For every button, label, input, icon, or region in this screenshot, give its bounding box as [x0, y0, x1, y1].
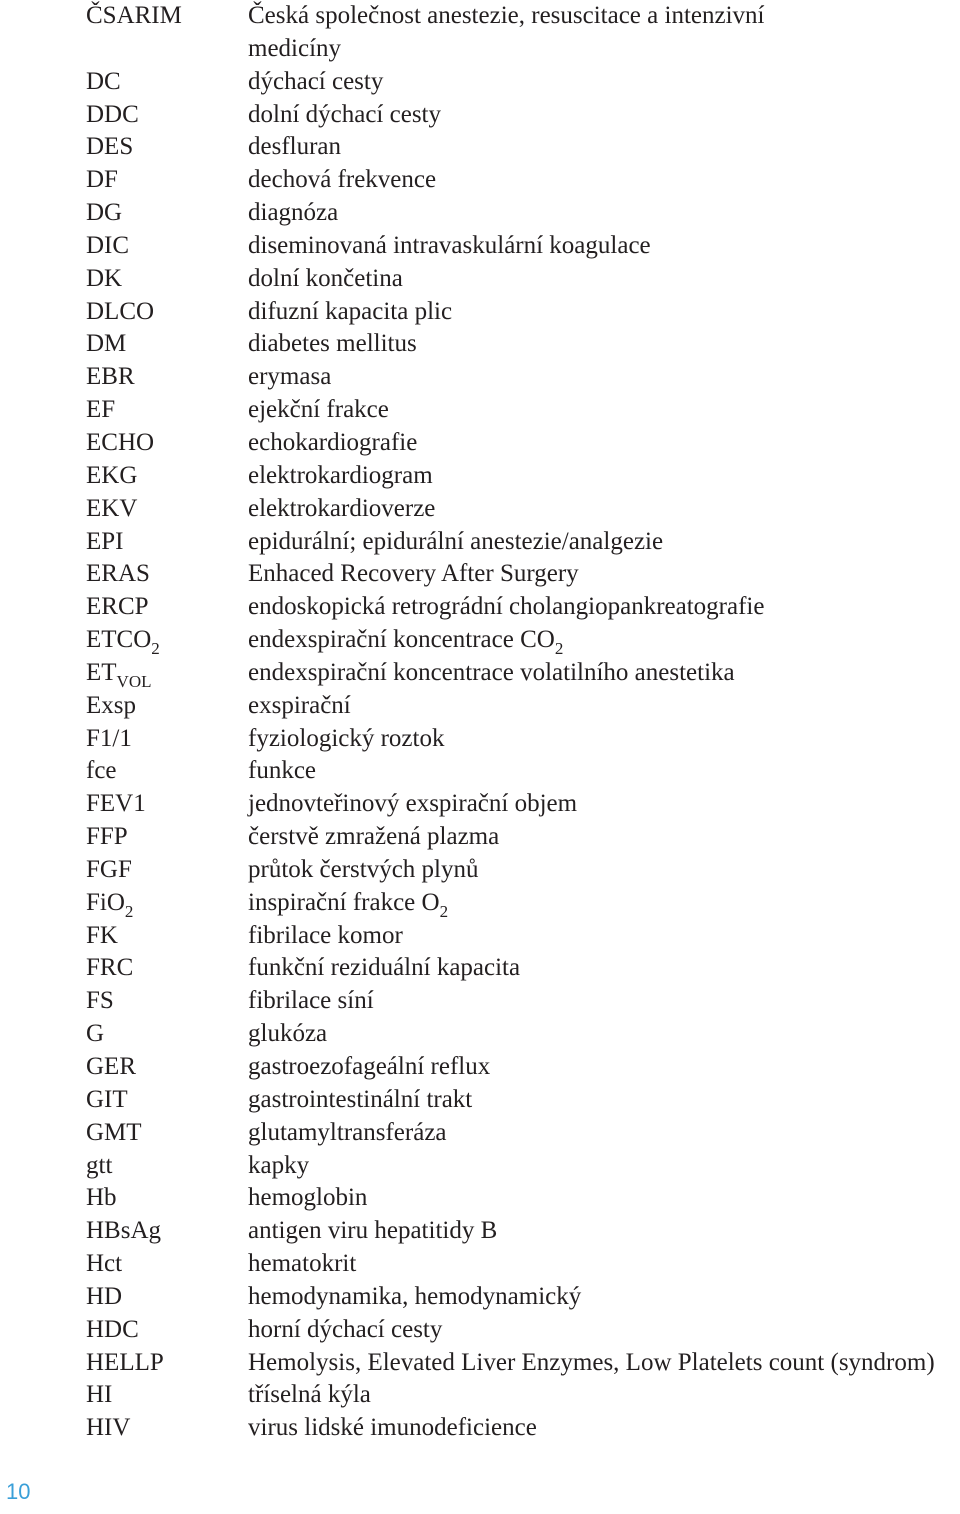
abbreviation-row	[86, 1084, 960, 1117]
abbreviation-meaning: funkční reziduální kapacita	[248, 954, 521, 982]
abbreviation-meaning: Hemolysis, Elevated Liver Enzymes, Low Platelets count (syndrom)	[248, 1348, 935, 1376]
abbreviation-term: HD	[86, 1282, 123, 1310]
abbreviation-term: GER	[86, 1053, 136, 1080]
abbreviation-meaning: fibrilace komor	[248, 921, 403, 949]
abbreviation-row	[86, 394, 960, 427]
abbreviation-term: EF	[86, 396, 116, 424]
abbreviation-meaning: exspirační	[248, 691, 351, 719]
abbreviation-term: ČSARIM	[86, 2, 182, 29]
abbreviation-meaning: dolní dýchací cesty	[248, 100, 441, 128]
abbreviation-meaning: horní dýchací cesty	[248, 1315, 443, 1343]
page-number: 10	[6, 1479, 31, 1504]
abbreviation-meaning: elektrokardiogram	[248, 461, 433, 489]
abbreviation-term: ERCP	[86, 593, 149, 621]
meaning-subscript: 2	[439, 901, 449, 921]
abbreviation-row	[86, 296, 960, 329]
abbreviation-row	[86, 985, 960, 1018]
abbreviation-row	[86, 755, 960, 788]
abbreviation-term: DIC	[86, 231, 130, 259]
abbreviation-meaning: echokardiografie	[248, 428, 418, 456]
abbreviation-meaning: virus lidské imunodeficience	[248, 1414, 537, 1442]
abbreviation-row	[86, 164, 960, 197]
abbreviation-term: DF	[86, 166, 118, 194]
abbreviation-row	[86, 263, 960, 296]
abbreviation-meaning: dolní končetina	[248, 264, 403, 292]
abbreviation-term: HBsAg	[86, 1217, 162, 1245]
abbreviation-row	[86, 230, 960, 263]
abbreviation-row	[86, 690, 960, 723]
abbreviation-meaning: glukóza	[248, 1020, 328, 1048]
abbreviation-term: DC	[86, 67, 121, 95]
abbreviation-term: DDC	[86, 100, 139, 128]
abbreviation-list	[86, 0, 960, 1445]
abbreviation-meaning: antigen viru hepatitidy B	[248, 1217, 498, 1245]
abbreviation-row	[86, 526, 960, 559]
abbreviation-term: DLCO	[86, 297, 155, 325]
abbreviation-row	[86, 1412, 960, 1445]
abbreviation-row	[86, 1117, 960, 1150]
abbreviation-meaning: glutamyltransferáza	[248, 1118, 447, 1146]
abbreviation-meaning: jednovteřinový exspirační objem	[248, 790, 578, 818]
abbreviation-meaning: ejekční frakce	[248, 396, 389, 424]
abbreviation-meaning: hemodynamika, hemodynamický	[248, 1282, 582, 1310]
abbreviation-term: Exsp	[86, 691, 136, 719]
abbreviation-meaning: elektrokardioverze	[248, 494, 436, 522]
abbreviation-meaning: endexspirační koncentrace $CO_2$	[248, 626, 564, 659]
abbreviation-row	[86, 1215, 960, 1248]
abbreviation-meaning: endexspirační koncentrace volatilního anestetika	[248, 658, 735, 686]
abbreviation-meaning: inspirační frakce $O_2$	[248, 888, 449, 921]
abbreviation-term: FK	[86, 921, 118, 949]
abbreviation-term: $ETCO_2$	[86, 626, 160, 659]
abbreviation-row	[86, 1182, 960, 1215]
abbreviation-row	[86, 920, 960, 953]
abbreviation-term: HIV	[86, 1414, 131, 1442]
abbreviation-row	[86, 1281, 960, 1314]
abbreviation-row	[86, 887, 960, 920]
abbreviation-term: HI	[86, 1381, 113, 1409]
abbreviation-term: DM	[86, 330, 127, 358]
abbreviation-row	[86, 1314, 960, 1347]
abbreviation-meaning: medicíny	[248, 34, 342, 62]
abbreviation-row	[86, 131, 960, 164]
abbreviation-meaning: fyziologický roztok	[248, 724, 445, 752]
abbreviation-row	[86, 723, 960, 756]
abbreviation-row	[86, 493, 960, 526]
abbreviation-meaning: tříselná kýla	[248, 1381, 371, 1409]
abbreviation-row	[86, 657, 960, 690]
abbreviation-meaning: dechová frekvence	[248, 166, 437, 194]
meaning-subscript: 2	[554, 639, 564, 659]
abbreviation-term: EKG	[86, 461, 138, 489]
abbreviation-meaning: hemoglobin	[248, 1184, 368, 1212]
abbreviation-row	[86, 328, 960, 361]
abbreviation-term: FRC	[86, 954, 134, 982]
abbreviation-term: FFP	[86, 823, 128, 851]
abbreviation-subscript: VOL	[116, 671, 152, 691]
abbreviation-row	[86, 1248, 960, 1281]
abbreviation-row	[86, 1347, 960, 1380]
abbreviation-term: EBR	[86, 363, 135, 391]
abbreviation-meaning: endoskopická retrográdní cholangiopankreatografie	[248, 593, 765, 621]
abbreviation-row	[86, 197, 960, 230]
abbreviation-term: ECHO	[86, 428, 155, 456]
abbreviation-meaning: gastrointestinální trakt	[248, 1085, 473, 1113]
abbreviation-row	[86, 427, 960, 460]
abbreviation-meaning: gastroezofageální reflux	[248, 1053, 491, 1080]
abbreviation-meaning: fibrilace síní	[248, 987, 374, 1015]
abbreviation-term: G	[86, 1020, 105, 1048]
abbreviation-term: Hct	[86, 1250, 123, 1278]
abbreviation-meaning: Enhaced Recovery After Surgery	[248, 560, 579, 588]
abbreviation-meaning: diabetes mellitus	[248, 330, 417, 358]
abbreviation-meaning: Česká společnost anestezie, resuscitace a intenzivní	[248, 2, 765, 29]
abbreviation-meaning: epidurální; epidurální anestezie/analgezie	[248, 527, 664, 555]
abbreviation-meaning: funkce	[248, 757, 317, 785]
abbreviation-term: FS	[86, 987, 114, 1015]
abbreviation-term: GMT	[86, 1118, 142, 1146]
abbreviation-row	[86, 1379, 960, 1412]
abbreviation-term: HDC	[86, 1315, 139, 1343]
abbreviation-meaning: erymasa	[248, 363, 332, 391]
abbreviation-row	[86, 0, 960, 33]
abbreviation-term: FiO$_2$	[86, 888, 134, 921]
abbreviation-term: Hb	[86, 1184, 117, 1212]
abbreviation-row	[86, 558, 960, 591]
abbreviation-row	[86, 821, 960, 854]
abbreviation-row	[86, 33, 960, 66]
abbreviation-meaning: diagnóza	[248, 199, 339, 227]
abbreviation-term: EKV	[86, 494, 138, 522]
abbreviation-row	[86, 460, 960, 493]
abbreviation-row	[86, 591, 960, 624]
abbreviation-row	[86, 1018, 960, 1051]
abbreviation-row	[86, 1051, 960, 1084]
abbreviation-term: DES	[86, 133, 134, 161]
abbreviation-term: ERAS	[86, 560, 150, 588]
abbreviation-subscript: 2	[124, 901, 134, 921]
abbreviation-meaning: diseminovaná intravaskulární koagulace	[248, 231, 651, 259]
abbreviation-term: gtt	[86, 1151, 113, 1179]
abbreviation-term: FEV1	[86, 790, 146, 818]
abbreviation-row	[86, 952, 960, 985]
abbreviation-meaning: hematokrit	[248, 1250, 357, 1278]
abbreviation-term: DK	[86, 264, 123, 292]
abbreviation-term: $ET_{VOL}$	[86, 658, 152, 691]
abbreviation-subscript: 2	[151, 639, 160, 659]
abbreviation-meaning: dýchací cesty	[248, 67, 384, 95]
abbreviation-row	[86, 361, 960, 394]
abbreviation-meaning: průtok čerstvých plynů	[248, 855, 479, 883]
abbreviation-term: F1/1	[86, 724, 132, 752]
abbreviation-term: fce	[86, 757, 117, 785]
abbreviation-term: GIT	[86, 1085, 128, 1113]
abbreviation-term: DG	[86, 199, 123, 227]
abbreviation-term: HELLP	[86, 1348, 164, 1376]
abbreviation-meaning: desfluran	[248, 133, 342, 161]
abbreviation-row	[86, 1150, 960, 1183]
abbreviation-row	[86, 854, 960, 887]
abbreviation-term: EPI	[86, 527, 124, 555]
abbreviation-row	[86, 624, 960, 657]
abbreviation-row	[86, 99, 960, 132]
abbreviation-meaning: čerstvě zmražená plazma	[248, 823, 500, 851]
abbreviation-meaning: difuzní kapacita plic	[248, 297, 453, 325]
abbreviation-row	[86, 788, 960, 821]
abbreviation-row	[86, 66, 960, 99]
abbreviation-term: FGF	[86, 855, 132, 883]
abbreviation-meaning: kapky	[248, 1151, 310, 1179]
